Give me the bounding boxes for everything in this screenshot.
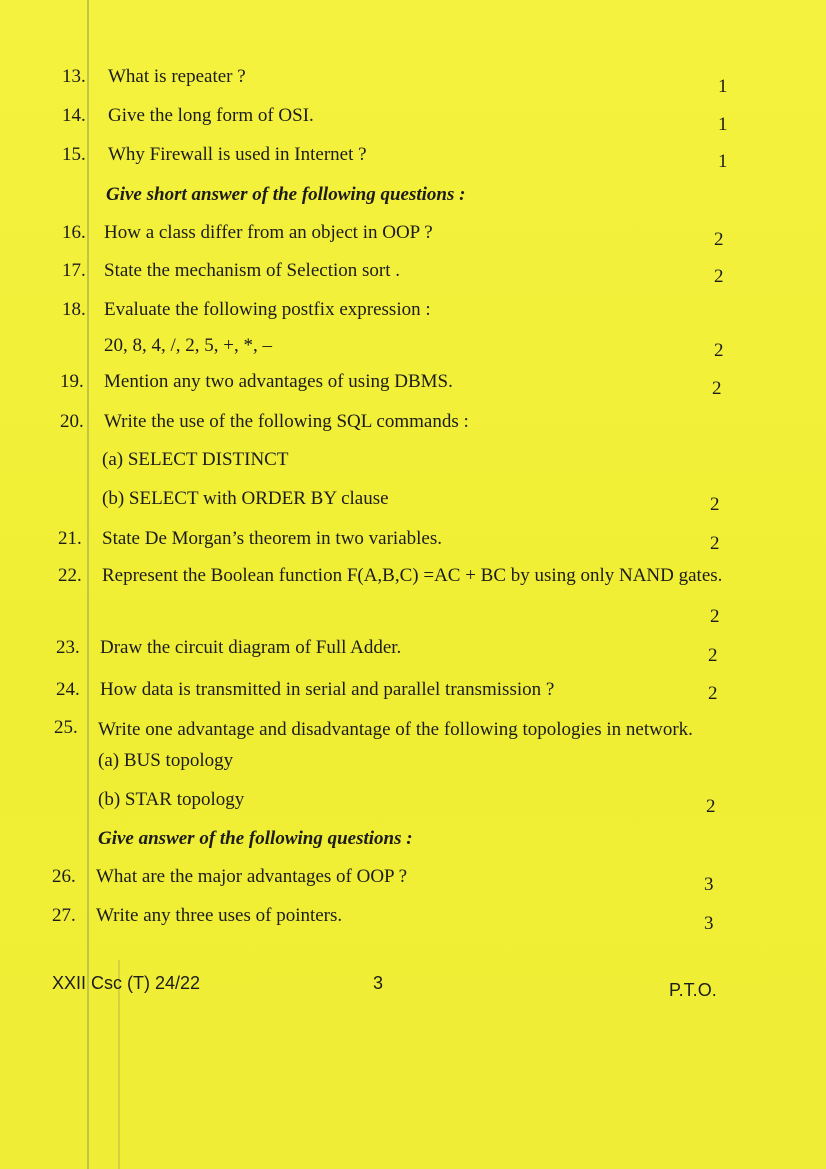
question-text: Write one advantage and disadvantage of the following topologies in network. <box>98 719 693 740</box>
page-number: 3 <box>373 973 384 993</box>
question-text: How a class differ from an object in OOP ? <box>104 222 433 243</box>
question-number: 25. <box>54 717 78 738</box>
question-marks: 1 <box>718 151 728 172</box>
question-number: 13. <box>62 66 86 87</box>
question-marks: 3 <box>704 874 714 895</box>
question-marks: 2 <box>708 645 718 666</box>
question-marks: 2 <box>714 229 724 250</box>
question-text: State De Morgan’s theorem in two variables. <box>102 528 442 549</box>
section-heading-short: Give short answer of the following questions : <box>106 184 466 205</box>
question-marks: 2 <box>710 606 720 627</box>
question-text-line2: (a) BUS topology <box>98 750 234 771</box>
paper-code: XXII Csc (T) 24/22 <box>52 973 201 993</box>
question-marks: 2 <box>712 378 722 399</box>
question-marks: 2 <box>708 683 718 704</box>
question-marks: 1 <box>718 114 728 135</box>
question-text: What are the major advantages of OOP ? <box>96 866 408 887</box>
question-text: Represent the Boolean function F(A,B,C) =AC + BC by using only NAND gates. <box>102 565 723 586</box>
question-text: Evaluate the following postfix expression : <box>104 299 431 320</box>
question-marks: 2 <box>710 494 720 515</box>
question-number: 14. <box>62 105 86 126</box>
question-number: 26. <box>52 866 76 887</box>
question-text-line2: 20, 8, 4, /, 2, 5, +, *, – <box>104 335 272 356</box>
question-text: Why Firewall is used in Internet ? <box>108 144 367 165</box>
question-number: 15. <box>62 144 86 165</box>
question-text: Give the long form of OSI. <box>108 105 314 126</box>
question-number: 21. <box>58 528 82 549</box>
question-text: State the mechanism of Selection sort . <box>104 260 401 281</box>
question-text-line2: (a) SELECT DISTINCT <box>102 449 289 470</box>
question-text: Write any three uses of pointers. <box>96 905 343 926</box>
question-number: 20. <box>60 411 84 432</box>
question-marks: 1 <box>718 76 728 97</box>
question-text: What is repeater ? <box>108 66 246 87</box>
question-number: 22. <box>58 565 82 586</box>
question-text: Draw the circuit diagram of Full Adder. <box>100 637 402 658</box>
question-marks: 2 <box>710 533 720 554</box>
pto-label: P.T.O. <box>669 980 717 1000</box>
question-number: 18. <box>62 299 86 320</box>
question-text: Mention any two advantages of using DBMS. <box>104 371 453 392</box>
question-marks: 2 <box>706 796 716 817</box>
question-text: How data is transmitted in serial and parallel transmission ? <box>100 679 555 700</box>
question-number: 17. <box>62 260 86 281</box>
question-text-line3: (b) STAR topology <box>98 789 245 810</box>
question-number: 16. <box>62 222 86 243</box>
question-text-line3: (b) SELECT with ORDER BY clause <box>102 488 389 509</box>
section-heading-long: Give answer of the following questions : <box>98 828 413 849</box>
question-number: 23. <box>56 637 80 658</box>
question-marks: 3 <box>704 913 714 934</box>
question-number: 19. <box>60 371 84 392</box>
question-marks: 2 <box>714 340 724 361</box>
question-marks: 2 <box>714 266 724 287</box>
question-number: 27. <box>52 905 76 926</box>
question-number: 24. <box>56 679 80 700</box>
question-text: Write the use of the following SQL commands : <box>104 411 469 432</box>
